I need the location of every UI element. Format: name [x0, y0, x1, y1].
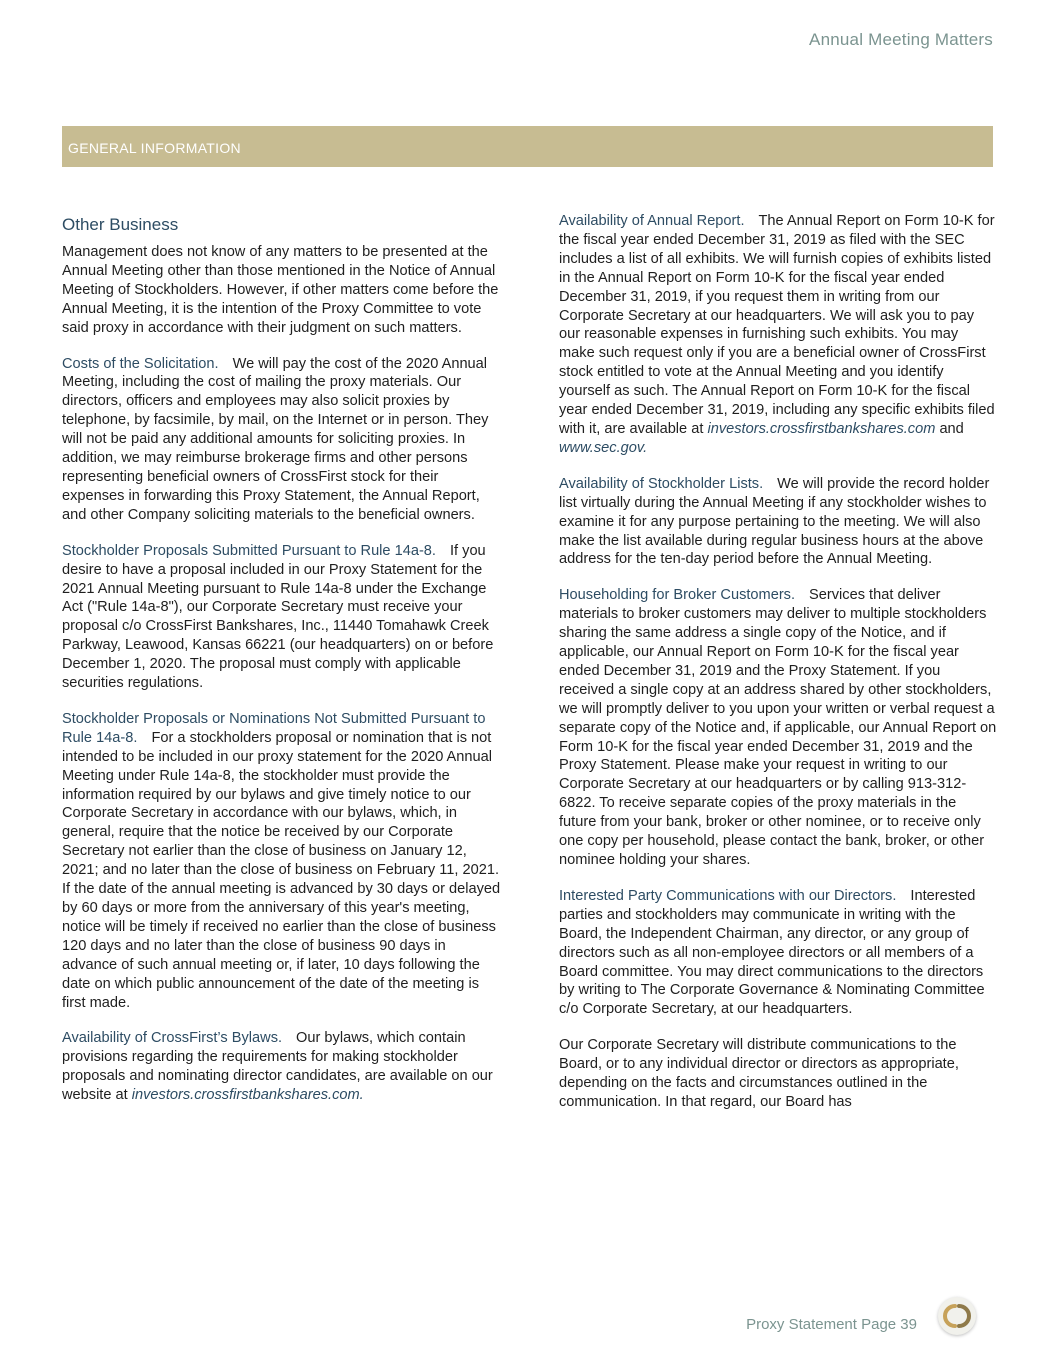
annual-report-text: The Annual Report on Form 10-K for the fiscal year ended December 31, 2019 as filed with the SEC includes a list of all exhibits. We will furnish copies of exhibits listed in the Annual Report on Form 10-K for the fiscal year ended December 31, 2019, if you request them in writing from our Corporate Secretary at our headquarters. We will ask you to pay our reasonable expenses in furnishing such exhibits. You may make such request only if you are a beneficial owner of CrossFirst stock entitled to vote at the Annual Meeting and you identify yourself as such. The Annual Report on Form 10-K for the fiscal year ended December 31, 2019, including any specific exhibits filed with it, are available at	[559, 213, 995, 437]
interested-party-text: Interested parties and stockholders may communicate in writing with the Board, the Independent Chairman, any director, or any group of directors such as all non-employee directors or all members of a Board committee. You may direct communications to the directors by writing to The Corporate Governance & Nominating Committee c/o Corporate Secretary, at our headquarters.	[559, 887, 985, 1018]
not-submitted-paragraph	[62, 710, 502, 1013]
interested-party-lead: Interested Party Communications with our Directors.	[559, 887, 897, 904]
annual-report-lead: Availability of Annual Report.	[559, 213, 745, 229]
not-submitted-lead: Stockholder Proposals or Nominations Not Submitted Pursuant to Rule 14a-8.	[62, 710, 486, 746]
stockholder-lists-paragraph	[559, 475, 997, 570]
bylaws-lead: Availability of CrossFirst’s Bylaws.	[62, 1030, 283, 1047]
not-submitted-text: For a stockholders proposal or nomination that is not intended to be included in our proxy statement for the 2020 Annual Meeting under Rule 14a-8, the stockholder must provide the information required by our bylaws and give timely notice to our Corporate Secretary in accordance with our bylaws, which, in general, require that the notice be received by our Corporate Secretary not earlier than the close of business on January 12, 2021; and no later than the close of business on February 11, 2021. If the date of the annual meeting is advanced by 30 days or delayed by 60 days or more from the anniversary of this year's meeting, notice will be timely if received no earlier than the close of business 120 days and no later than the close of business 90 days in advance of such annual meeting or, if later, 10 days following the date on which public announcement of the date of the meeting is first made.	[62, 729, 501, 1011]
right-column	[559, 212, 997, 1129]
investors-website-link[interactable]: investors.crossfirstbankshares.com	[707, 420, 936, 437]
sec-website-link[interactable]: www.sec.gov.	[559, 439, 648, 456]
other-business-text: Management does not know of any matters to be presented at the Annual Meeting other than those mentioned in the Notice of Annual Meeting of Stockholders. However, if other matters come before the Annual Meeting, it is the intention of the Proxy Committee to vote said proxy in accordance with their judgment on such matters.	[62, 244, 499, 336]
rule14a8-paragraph	[62, 542, 502, 693]
stockholder-lists-text: We will provide the record holder list virtually during the Annual Meeting if any stockholder wishes to examine it for any purpose pertaining to the meeting. We will also make the list available during regular business hours at the above address for the ten-day period before the Annual Meeting.	[559, 475, 990, 568]
stockholder-lists-lead: Availability of Stockholder Lists.	[559, 475, 764, 492]
bylaws-paragraph	[62, 1029, 502, 1105]
rule14a8-lead: Stockholder Proposals Submitted Pursuant to Rule 14a-8.	[62, 542, 436, 559]
annual-report-paragraph	[559, 212, 997, 458]
costs-lead: Costs of the Solicitation.	[62, 355, 219, 372]
costs-paragraph	[62, 355, 502, 525]
other-business-heading: Other Business	[62, 215, 179, 234]
bylaws-website-link[interactable]: investors.crossfirstbankshares.com.	[131, 1087, 364, 1104]
costs-text: We will pay the cost of the 2020 Annual Meeting, including the cost of mailing the proxy materials. Our directors, officers and employees may also solicit proxies by telephone, by facsimile, by mail, on the Internet or in person. They will not be paid any additional amounts for soliciting proxies. In addition, we may reimburse brokerage firms and other persons representing beneficial owners of CrossFirst stock for their expenses in forwarding this Proxy Statement, the Annual Report, and other Company soliciting materials to the beneficial owners.	[62, 355, 489, 523]
rule14a8-text: If you desire to have a proposal included in our Proxy Statement for the 2021 Annual Meeting pursuant to Rule 14a-8 under the Exchange Act ("Rule 14a-8"), our Corporate Secretary must receive your proposal c/o CrossFirst Bankshares, Inc., 11440 Tomahawk Creek Parkway, Leawood, Kansas 66221 (our headquarters) on or before December 1, 2020. The proposal must comply with applicable securities regulations.	[62, 542, 494, 692]
bylaws-text: Our bylaws, which contain provisions regarding the requirements for making stockholder proposals and nominating director candidates, are available on our website at	[62, 1030, 493, 1104]
distribution-paragraph: Our Corporate Secretary will distribute communications to the Board, or to any individual director or directors as appropriate, depending on the facts and circumstances outlined in the communication. In that regard, our Board has	[559, 1037, 959, 1110]
interested-party-paragraph	[559, 887, 997, 1019]
logo-left-arc	[945, 1306, 955, 1326]
householding-text: Services that deliver materials to broker customers may deliver to multiple stockholders sharing the same address a single copy of the Notice, and if applicable, our Annual Report on Form 10-K for the fiscal year ended December 31, 2019 and the Proxy Statement. If you received a single copy at an address shared by other stockholders, we will promptly deliver to you upon your written or verbal request a separate copy of the Notice and, if applicable, our Annual Report on Form 10-K for the fiscal year ended December 31, 2019 and the Proxy Statement. Please make your request in writing to our Corporate Secretary at our headquarters or by calling 913-312-6822. To receive separate copies of the proxy materials in the future from your bank, broker or other nominee, or to receive only one copy per household, please contact the bank, broker, or other nominee holding your shares.	[559, 587, 997, 868]
section-banner	[62, 126, 993, 167]
logo-right-arc	[959, 1306, 969, 1326]
section-banner-label: GENERAL INFORMATION	[68, 140, 241, 156]
crossfirst-logo-icon	[938, 1297, 976, 1335]
page-number-label: Proxy Statement Page 39	[746, 1316, 917, 1333]
householding-lead: Householding for Broker Customers.	[559, 587, 796, 604]
page-header-title: Annual Meeting Matters	[809, 30, 993, 49]
and-text: and	[939, 420, 964, 437]
householding-paragraph	[559, 586, 997, 870]
left-column	[62, 213, 502, 1122]
